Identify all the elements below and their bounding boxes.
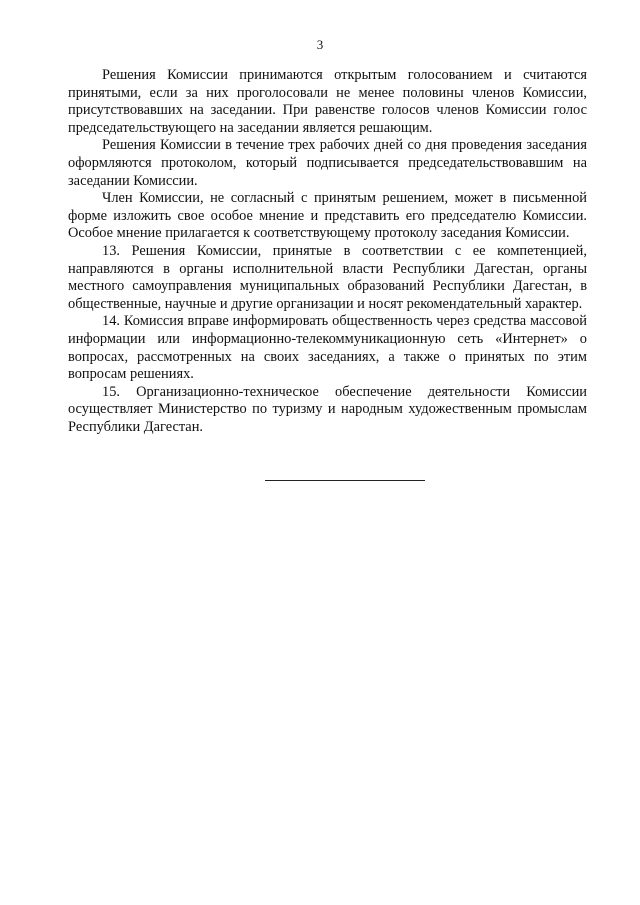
paragraph-item-13: 13. Решения Комиссии, принятые в соответствии с ее компетенцией, направляются в органы исполнительной власти Республики Дагестан, органы местного самоуправления муниципальных образований Республики Дагестан, в общественные, научные и другие организации и носят рекомендательный характер. bbox=[68, 242, 587, 312]
page-number: 3 bbox=[316, 37, 324, 52]
paragraph-voting-procedure: Решения Комиссии принимаются открытым голосованием и считаются принятыми, если за них проголосовали не менее половины членов Комиссии, присутствовавших на заседании. При равенстве голосов членов Комиссии голос председательствующего на заседании является решающим. bbox=[68, 67, 587, 136]
paragraph-item-15: 15. Организационно-техническое обеспечение деятельности Комиссии осуществляет Министерство по туризму и народным художественным промыслам Республики Дагестан. bbox=[68, 383, 587, 435]
paragraph-item-14: 14. Комиссия вправе информировать общественность через средства массовой информации или информационно-телекоммуникационную сеть «Интернет» о вопросах, рассмотренных на своих заседаниях, а также о принятых по этим вопросам решениях. bbox=[68, 313, 587, 383]
paragraph-protocol: Решения Комиссии в течение трех рабочих дней со дня проведения заседания оформляются протоколом, который подписывается председательствовавшим на заседании Комиссии. bbox=[68, 137, 587, 189]
paragraph-dissenting-opinion: Член Комиссии, не согласный с принятым решением, может в письменной форме изложить свое особое мнение и представить его председателю Комиссии. Особое мнение прилагается к соответствующему протоколу заседания Комиссии. bbox=[68, 190, 587, 242]
closing-divider-line bbox=[265, 480, 425, 481]
document-body bbox=[68, 67, 587, 436]
